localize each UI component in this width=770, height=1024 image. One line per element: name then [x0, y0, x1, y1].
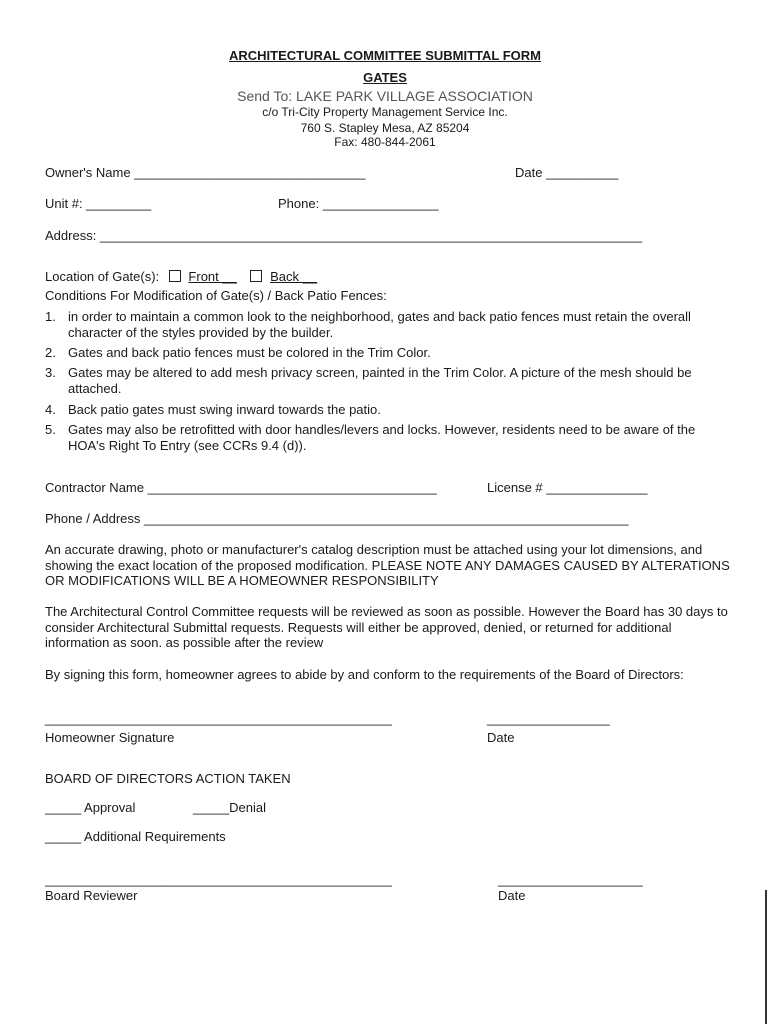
additional-requirements-field[interactable]: _____ Additional Requirements — [45, 829, 226, 844]
board-heading: BOARD OF DIRECTORS ACTION TAKEN — [45, 771, 291, 786]
fax-number: Fax: 480-844-2061 — [334, 135, 436, 149]
condition-item-5: 5. Gates may also be retrofitted with door handles/levers and locks. However, residents need to be aware of the HOA's Right To Entry (see CCRs 9.4 (d)). — [45, 422, 696, 453]
address-field[interactable]: Address: ___________________________________________________________________________ — [45, 228, 643, 243]
homeowner-signature-label: Homeowner Signature — [45, 730, 175, 745]
owners-name-field[interactable]: Owner's Name ________________________________ — [45, 165, 366, 180]
gate-location-row — [45, 269, 317, 284]
date-field[interactable]: Date __________ — [515, 165, 619, 180]
back-label: Back __ — [270, 269, 318, 284]
homeowner-date-label: Date — [487, 730, 515, 745]
board-reviewer-line[interactable]: ________________________________________________ — [45, 872, 393, 887]
front-checkbox[interactable] — [169, 270, 181, 282]
form-subtitle: GATES — [363, 70, 407, 85]
agreement-notice: By signing this form, homeowner agrees to abide by and conform to the requirements of the Board of Directors: — [45, 667, 684, 682]
drawing-notice: An accurate drawing, photo or manufacturer's catalog description must be attached using your lot dimensions, and showing the exact location of the proposed modification. PLEASE NOTE ANY DAMAGES CAUSED BY ALTERATIONS OR MODIFICATIONS WILL BE A HOMEOWNER RESPONSIBILITY — [45, 542, 730, 588]
condition-item-1: 1. in order to maintain a common look to the neighborhood, gates and back patio fences must retain the overall character of the styles provided by the builder. — [45, 309, 691, 340]
send-to: Send To: LAKE PARK VILLAGE ASSOCIATION — [237, 88, 533, 104]
back-checkbox[interactable] — [250, 270, 262, 282]
homeowner-signature-line[interactable]: ________________________________________________ — [45, 711, 393, 726]
approval-field[interactable]: _____ Approval — [45, 800, 136, 815]
board-date-label: Date — [498, 888, 526, 903]
form-title: ARCHITECTURAL COMMITTEE SUBMITTAL FORM — [229, 48, 541, 63]
board-reviewer-label: Board Reviewer — [45, 888, 138, 903]
conditions-heading: Conditions For Modification of Gate(s) / Back Patio Fences: — [45, 288, 387, 303]
page-edge-divider — [765, 890, 767, 1024]
condition-item-2: 2. Gates and back patio fences must be colored in the Trim Color. — [45, 345, 431, 360]
phone-address-field[interactable]: Phone / Address ___________________________________________________________________ — [45, 511, 629, 526]
homeowner-date-line[interactable]: _________________ — [487, 711, 610, 726]
denial-field[interactable]: _____Denial — [193, 800, 267, 815]
condition-item-3: 3. Gates may be altered to add mesh privacy screen, painted in the Trim Color. A picture of the mesh should be attached. — [45, 365, 692, 396]
street-address: 760 S. Stapley Mesa, AZ 85204 — [300, 121, 470, 135]
license-field[interactable]: License # ______________ — [487, 480, 648, 495]
front-label: Front __ — [188, 269, 237, 284]
care-of: c/o Tri-City Property Management Service Inc. — [262, 105, 508, 119]
condition-item-4: 4. Back patio gates must swing inward towards the patio. — [45, 402, 381, 417]
phone-field[interactable]: Phone: ________________ — [278, 196, 439, 211]
board-date-line[interactable]: ____________________ — [498, 872, 643, 887]
contractor-name-field[interactable]: Contractor Name ________________________________________ — [45, 480, 437, 495]
gate-location-label: Location of Gate(s): — [45, 269, 160, 284]
unit-field[interactable]: Unit #: _________ — [45, 196, 152, 211]
review-notice: The Architectural Control Committee requests will be reviewed as soon as possible. However the Board has 30 days to consider Architectural Submittal requests. Requests will either be approved, denied, or returned for additional information as soon. as possible after the review — [45, 604, 728, 650]
